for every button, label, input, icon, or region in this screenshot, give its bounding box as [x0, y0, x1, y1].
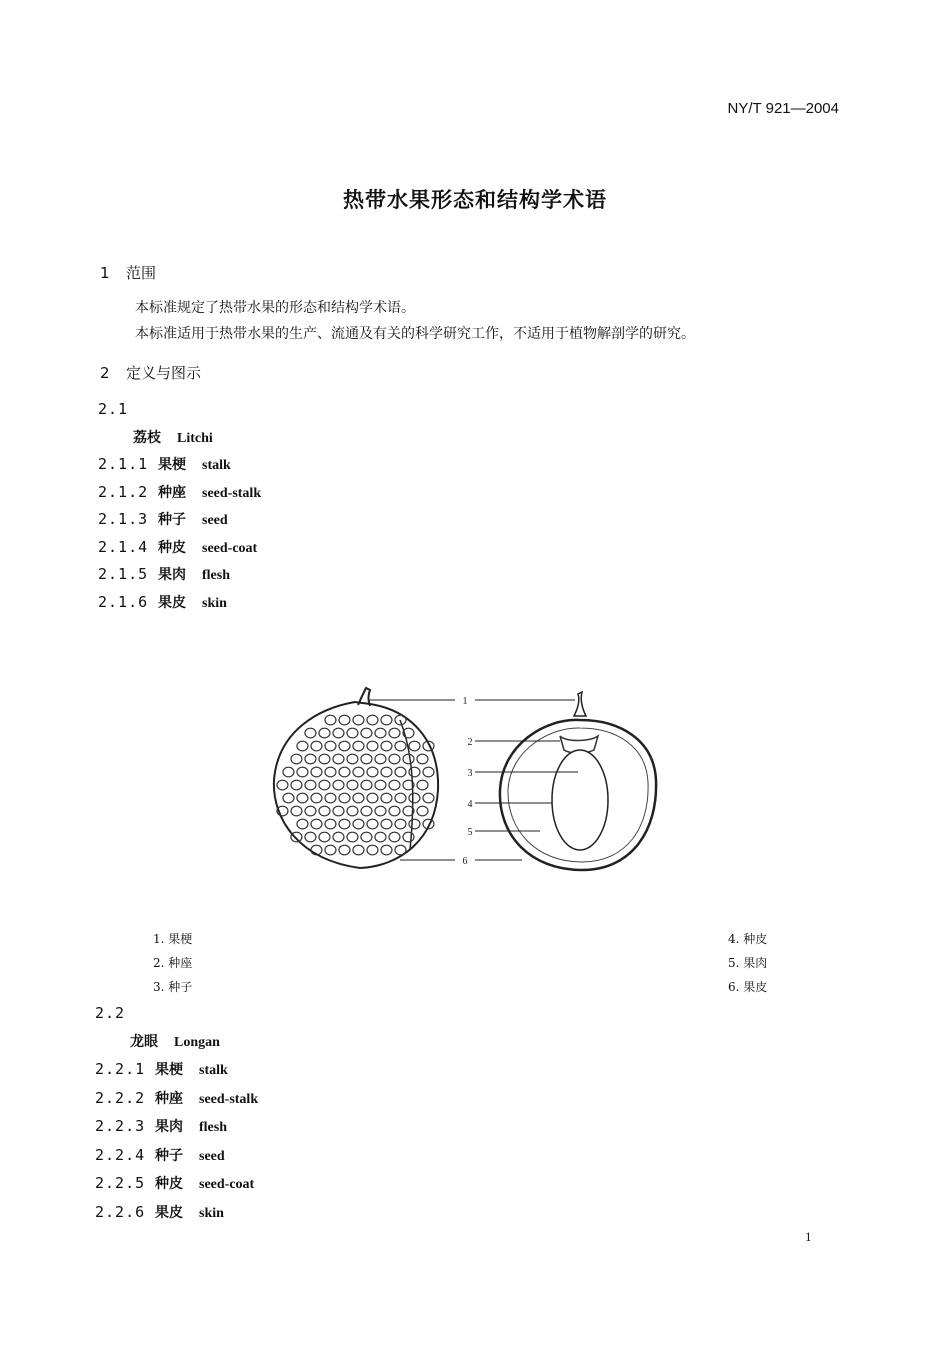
- section-1-heading: [100, 262, 156, 283]
- list-item: [98, 482, 261, 502]
- item-term-en: flesh: [202, 568, 230, 583]
- item-number: 2.2.4: [95, 1145, 146, 1164]
- item-term-cn: 果肉: [155, 1119, 183, 1135]
- list-item: [95, 1145, 225, 1165]
- list-item: [95, 1173, 254, 1193]
- figure-callout-3: 3: [467, 768, 473, 779]
- item-term-en: skin: [202, 595, 227, 611]
- item-term-cn: 果皮: [155, 1204, 183, 1221]
- document-code: NY/T 921—2004: [727, 100, 839, 117]
- item-term-cn: 果梗: [155, 1062, 183, 1078]
- item-term-cn: 果梗: [158, 457, 186, 473]
- litchi-name-cn: 荔枝: [133, 430, 161, 446]
- item-term-en: seed: [199, 1148, 225, 1164]
- litchi-name-en: Litchi: [177, 431, 213, 446]
- section-2-number: 2: [100, 364, 110, 382]
- section-1-title: 范围: [126, 264, 157, 282]
- list-item: [98, 509, 228, 529]
- legend-item-2: 2. 种座: [153, 956, 193, 970]
- item-term-en: seed-stalk: [202, 485, 262, 501]
- list-item: [95, 1116, 227, 1136]
- longan-term: [130, 1031, 220, 1051]
- item-term-en: stalk: [202, 458, 231, 473]
- item-term-cn: 种皮: [158, 539, 186, 556]
- item-number: 2.1.5: [98, 565, 149, 583]
- item-number: 2.2.2: [95, 1088, 146, 1107]
- item-term-cn: 种皮: [155, 1176, 183, 1192]
- longan-clause-number: 2.2: [95, 1004, 126, 1022]
- figure-callout-2: 2: [467, 737, 473, 748]
- item-term-cn: 果肉: [158, 567, 186, 583]
- item-number: 2.2.3: [95, 1117, 146, 1135]
- item-term-cn: 种座: [158, 484, 186, 501]
- figure-callout-1: 1: [462, 696, 468, 707]
- item-term-en: seed-stalk: [199, 1091, 259, 1107]
- litchi-clause-number: 2.1: [98, 400, 129, 418]
- item-term-en: seed-coat: [199, 1177, 255, 1192]
- section-1-number: 1: [100, 264, 110, 282]
- item-term-cn: 种子: [155, 1147, 183, 1164]
- litchi-cross-section-illustration: [500, 692, 656, 870]
- item-term-en: skin: [199, 1205, 224, 1221]
- item-number: 2.1.2: [98, 482, 149, 501]
- item-term-en: flesh: [199, 1120, 227, 1135]
- list-item: [95, 1088, 258, 1108]
- list-item: [95, 1202, 224, 1222]
- scope-paragraph-2: 本标准适用于热带水果的生产、流通及有关的科学研究工作，不适用于植物解剖学的研究。: [135, 326, 695, 342]
- section-2-heading: [100, 362, 201, 383]
- figure-callout-5: 5: [467, 827, 473, 838]
- item-number: 2.2.5: [95, 1174, 146, 1192]
- legend-item-4: 4. 种皮: [728, 932, 768, 946]
- list-item: [98, 454, 231, 474]
- longan-name-en: Longan: [174, 1035, 220, 1050]
- item-number: 2.1.3: [98, 510, 149, 528]
- figure-callout-6: 6: [462, 856, 468, 867]
- item-term-cn: 种座: [155, 1090, 183, 1107]
- item-term-cn: 果皮: [158, 594, 186, 611]
- item-number: 2.2.6: [95, 1202, 146, 1221]
- item-number: 2.1.1: [98, 455, 149, 473]
- list-item: [95, 1059, 228, 1079]
- litchi-figure: [260, 680, 680, 880]
- item-number: 2.2.1: [95, 1060, 146, 1078]
- page-number: 1: [805, 1229, 812, 1244]
- section-2-title: 定义与图示: [126, 364, 202, 382]
- figure-callout-4: 4: [467, 799, 473, 810]
- longan-name-cn: 龙眼: [130, 1034, 158, 1050]
- item-number: 2.1.6: [98, 592, 149, 611]
- legend-item-3: 3. 种子: [153, 980, 193, 994]
- legend-item-5: 5. 果肉: [728, 956, 768, 970]
- item-term-en: stalk: [199, 1063, 228, 1078]
- item-term-en: seed: [202, 513, 228, 528]
- list-item: [98, 564, 230, 584]
- scope-paragraph-1: 本标准规定了热带水果的形态和结构学术语。: [135, 300, 415, 316]
- legend-item-1: 1. 果梗: [153, 932, 193, 946]
- document-title: 热带水果形态和结构学术语: [343, 188, 607, 212]
- item-term-cn: 种子: [158, 512, 186, 528]
- litchi-whole-fruit-illustration: [274, 688, 438, 868]
- item-term-en: seed-coat: [202, 540, 258, 556]
- list-item: [98, 592, 227, 612]
- item-number: 2.1.4: [98, 537, 149, 556]
- legend-item-6: 6. 果皮: [728, 980, 768, 994]
- litchi-term: [133, 427, 213, 447]
- list-item: [98, 537, 257, 557]
